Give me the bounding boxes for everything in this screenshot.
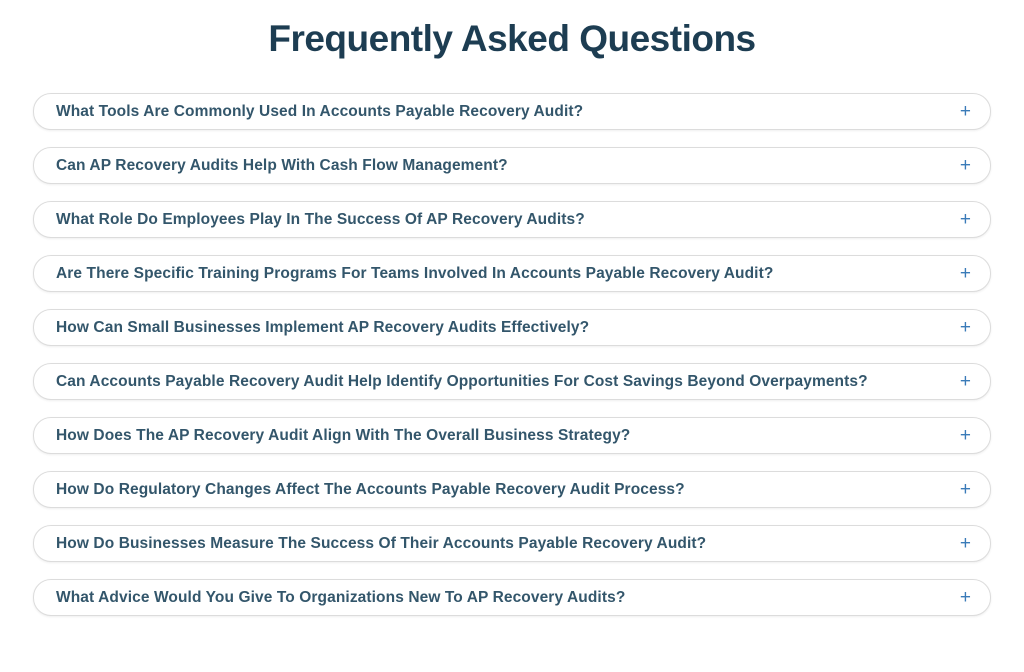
plus-icon[interactable]: + (959, 479, 971, 501)
plus-icon[interactable]: + (959, 263, 971, 285)
faq-item[interactable] (33, 309, 991, 346)
plus-icon[interactable]: + (959, 533, 971, 555)
faq-question: How Does The AP Recovery Audit Align With The Overall Business Strategy? (56, 426, 631, 444)
faq-item[interactable] (33, 363, 991, 400)
page-title: Frequently Asked Questions (268, 18, 756, 59)
faq-question: Can AP Recovery Audits Help With Cash Flow Management? (56, 156, 508, 174)
faq-item[interactable] (33, 201, 991, 238)
plus-icon[interactable]: + (959, 425, 971, 447)
faq-item[interactable] (33, 147, 991, 184)
faq-question: Can Accounts Payable Recovery Audit Help Identify Opportunities For Cost Savings Beyond Overpayments? (56, 372, 868, 390)
faq-item[interactable] (33, 417, 991, 454)
faq-question: Are There Specific Training Programs For Teams Involved In Accounts Payable Recovery Audit? (56, 264, 774, 282)
faq-question: What Role Do Employees Play In The Success Of AP Recovery Audits? (56, 210, 585, 228)
plus-icon[interactable]: + (959, 587, 971, 609)
plus-icon[interactable]: + (959, 101, 971, 123)
plus-icon[interactable]: + (959, 371, 971, 393)
faq-item[interactable] (33, 525, 991, 562)
faq-question: How Do Businesses Measure The Success Of Their Accounts Payable Recovery Audit? (56, 534, 707, 552)
faq-question: What Advice Would You Give To Organizations New To AP Recovery Audits? (56, 588, 626, 606)
plus-icon[interactable]: + (959, 155, 971, 177)
faq-question: How Can Small Businesses Implement AP Recovery Audits Effectively? (56, 318, 590, 336)
faq-item[interactable] (33, 255, 991, 292)
faq-question: How Do Regulatory Changes Affect The Accounts Payable Recovery Audit Process? (56, 480, 685, 498)
plus-icon[interactable]: + (959, 209, 971, 231)
faq-item[interactable] (33, 471, 991, 508)
faq-item[interactable] (33, 93, 991, 130)
faq-item[interactable] (33, 579, 991, 616)
faq-list (33, 93, 991, 616)
plus-icon[interactable]: + (959, 317, 971, 339)
faq-question: What Tools Are Commonly Used In Accounts Payable Recovery Audit? (56, 102, 584, 120)
